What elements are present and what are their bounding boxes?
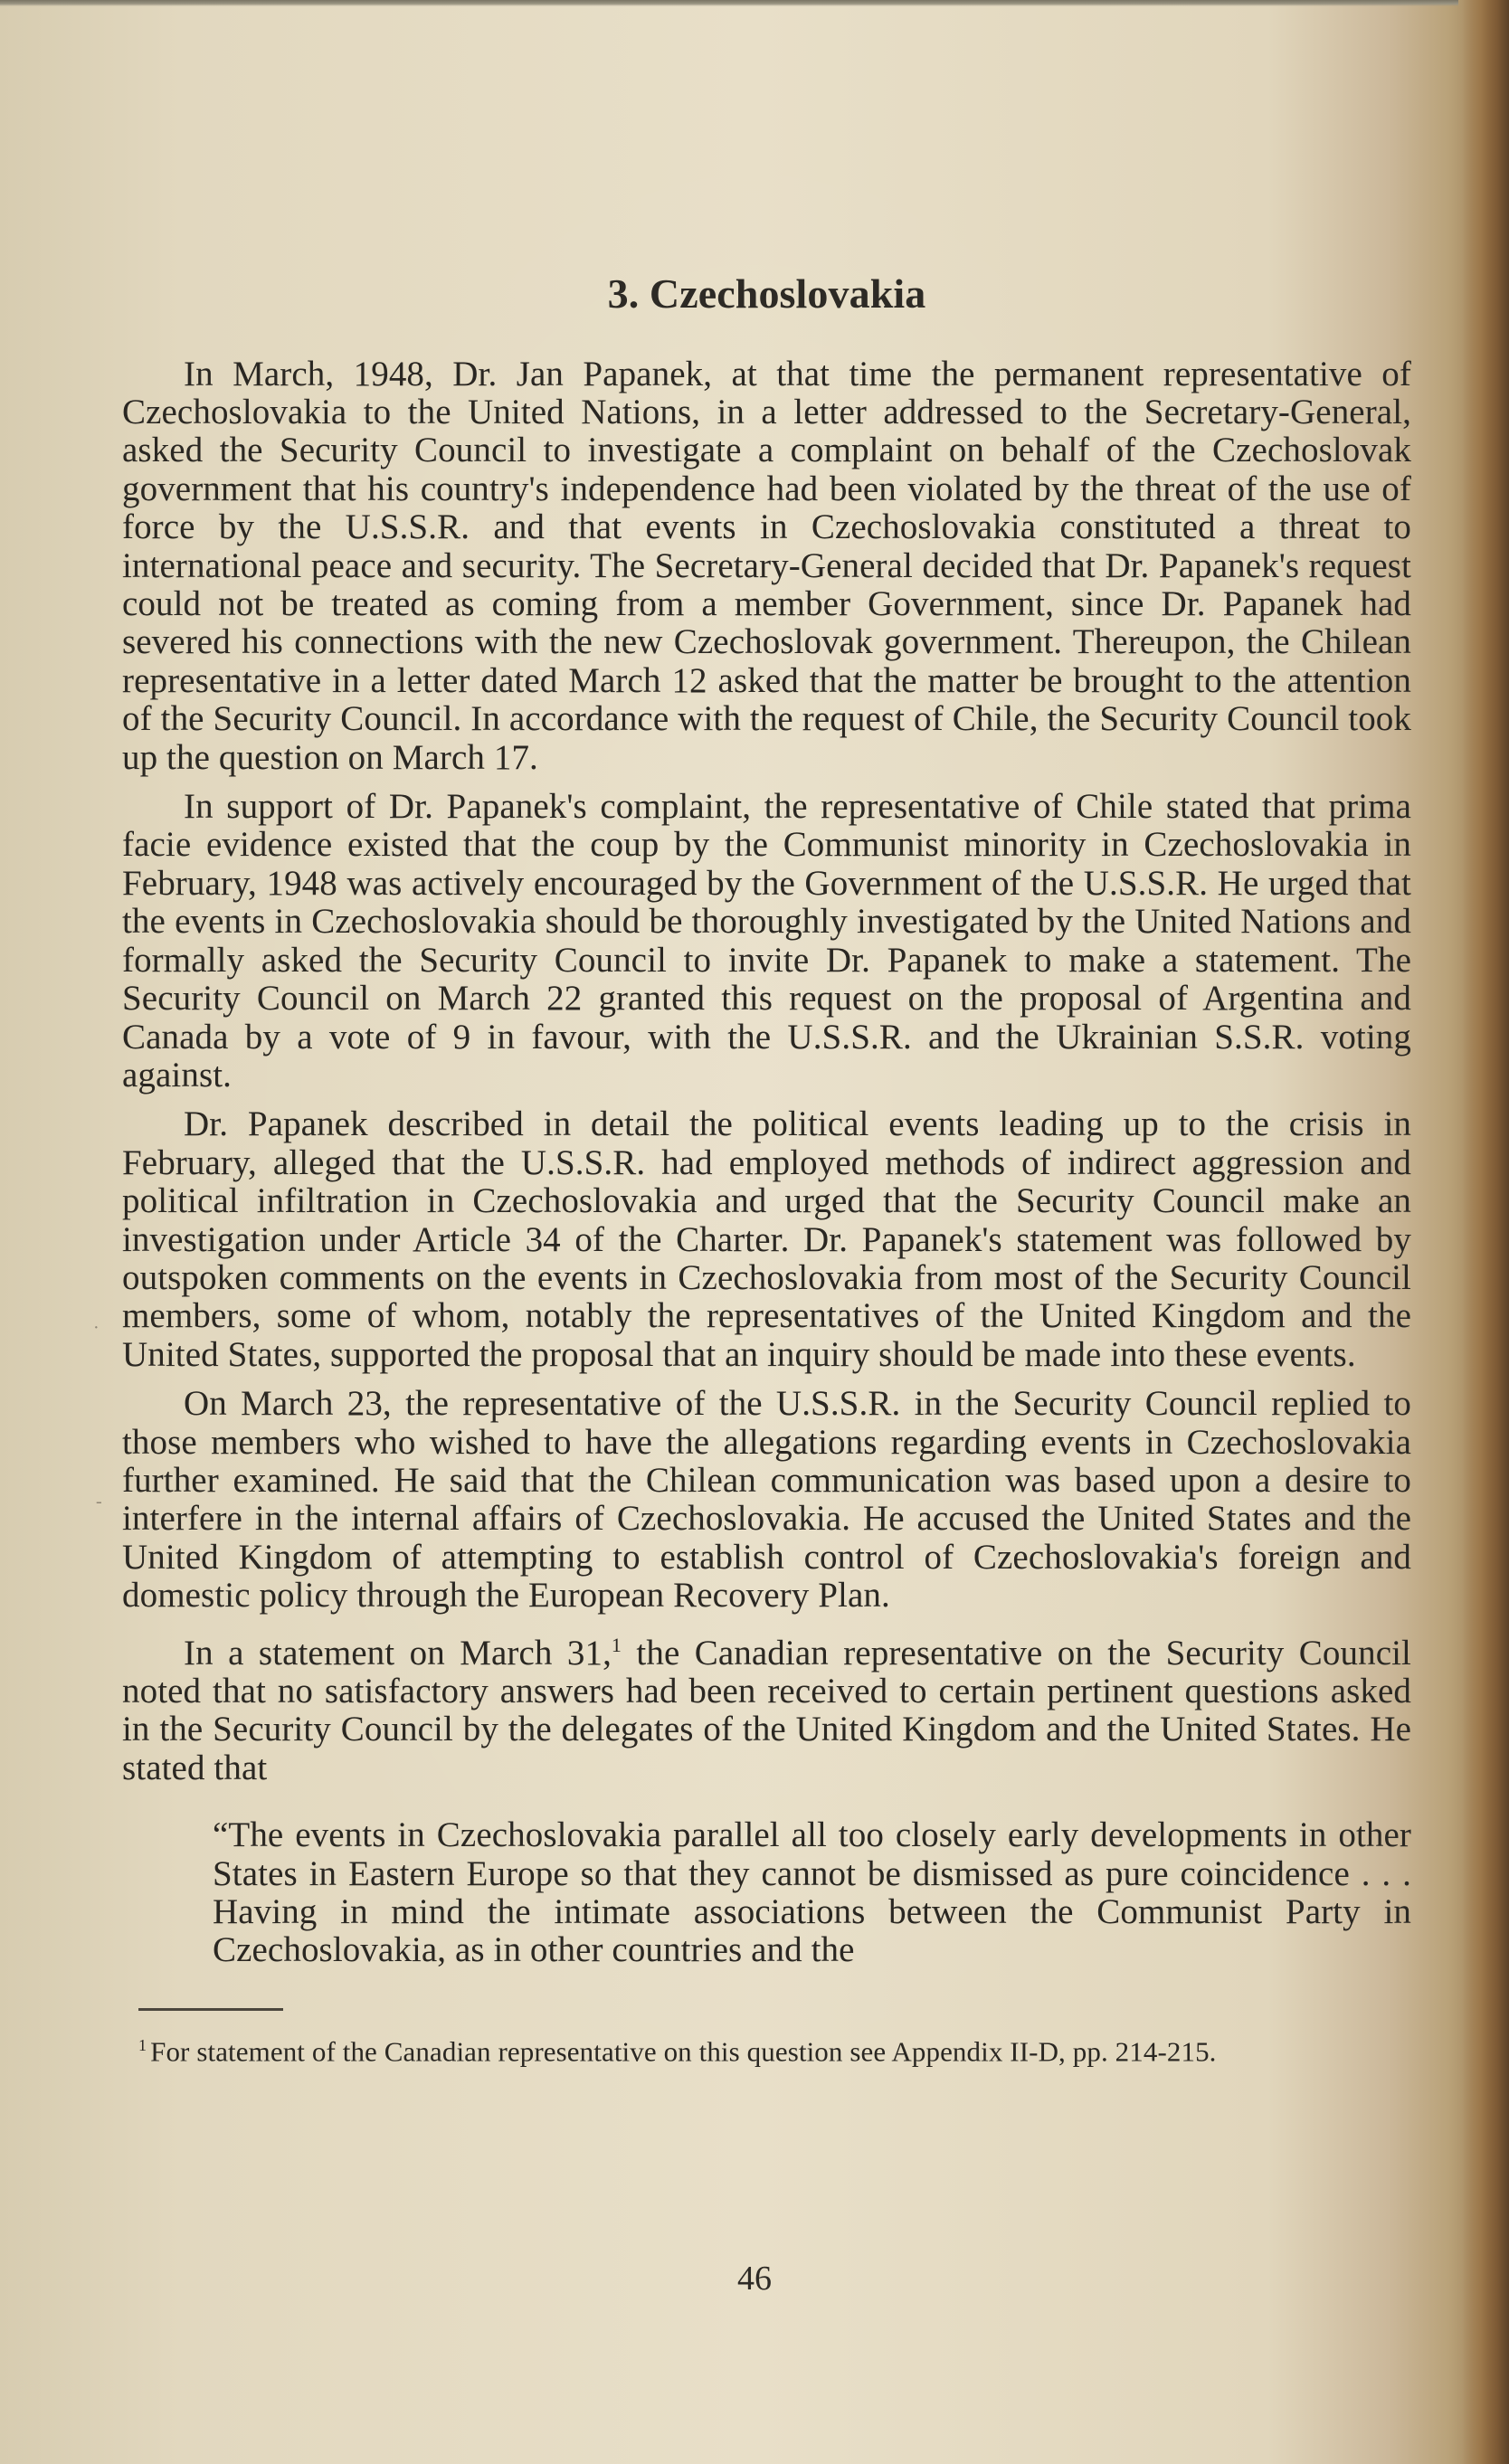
margin-tick-mark: -: [96, 1492, 102, 1512]
footnote-text: For statement of the Canadian representative on this question see Appendix II-D, pp. 214-215.: [150, 2035, 1217, 2068]
paragraph-1: In March, 1948, Dr. Jan Papanek, at that time the permanent representative of Czechoslovakia to the United Nations, in a letter addressed to the Secretary-General, asked the Security Council to investigate a complaint on behalf of the Czechoslovak government that his country's independence had been violated by the threat of the use of force by the U.S.S.R. and that events in Czechoslovakia constituted a threat to international peace and security. The Secretary-General decided that Dr. Papanek's request could not be treated as coming from a member Government, since Dr. Papanek had severed his connections with the new Czechoslovak government. Thereupon, the Chilean representative in a letter dated March 12 asked that the matter be brought to the attention of the Security Council. In accordance with the request of Chile, the Security Council took up the question on March 17.: [122, 354, 1411, 777]
paragraph-4: On March 23, the representative of the U.S.S.R. in the Security Council replied to those members who wished to have the allegations regarding events in Czechoslovakia further examined. He said that the Chilean communication was based upon a desire to interfere in the internal affairs of Czechoslovakia. He accused the United States and the United Kingdom of attempting to establish control of Czechoslovakia's foreign and domestic policy through the European Recovery Plan.: [122, 1384, 1411, 1616]
paragraph-5-start: In a statement on March 31,: [184, 1633, 612, 1673]
page-number: 46: [737, 2260, 772, 2298]
block-quote: “The events in Czechoslovakia parallel all too closely early developments in other States in Eastern Europe so that they cannot be dismissed as pure coincidence . . . Having in mind the intimate associations between the Communist Party in Czechoslovakia, as in other countries and the: [213, 1815, 1411, 1970]
margin-dot-mark: ·: [93, 1318, 100, 1338]
footnote-1: [138, 2027, 1411, 2070]
paragraph-5: [122, 1626, 1411, 1788]
footnote-marker: 1: [138, 2035, 147, 2054]
top-border-line: [0, 0, 1458, 6]
section-title: 3. Czechoslovakia: [607, 270, 926, 317]
footnote-reference-1: 1: [611, 1633, 622, 1656]
page-binding-edge: [1462, 0, 1509, 2464]
paragraph-5-end: the Canadian representative on the Security Council noted that no satisfactory answers had been received to certain pertinent questions asked in the Security Council by the delegates of the United Kingdom and the United States. He stated that: [122, 1633, 1411, 1787]
paragraph-3: Dr. Papanek described in detail the political events leading up to the crisis in February, alleged that the U.S.S.R. had employed methods of indirect aggression and political infiltration in Czechoslovakia and urged that the Security Council make an investigation under Article 34 of the Charter. Dr. Papanek's statement was followed by outspoken comments on the events in Czechoslovakia from most of the Security Council members, some of whom, notably the representatives of the United Kingdom and the United States, supported the proposal that an inquiry should be made into these events.: [122, 1104, 1411, 1374]
paragraph-2: In support of Dr. Papanek's complaint, the representative of Chile stated that prima facie evidence existed that the coup by the Communist minority in Czechoslovakia in February, 1948 was actively encouraged by the Government of the U.S.S.R. He urged that the events in Czechoslovakia should be thoroughly investigated by the United Nations and formally asked the Security Council to invite Dr. Papanek to make a statement. The Security Council on March 22 granted this request on the proposal of Argentina and Canada by a vote of 9 in favour, with the U.S.S.R. and the Ukrainian S.S.R. voting against.: [122, 787, 1411, 1095]
footnote-divider: [138, 2008, 283, 2011]
page-content: [122, 271, 1411, 2070]
